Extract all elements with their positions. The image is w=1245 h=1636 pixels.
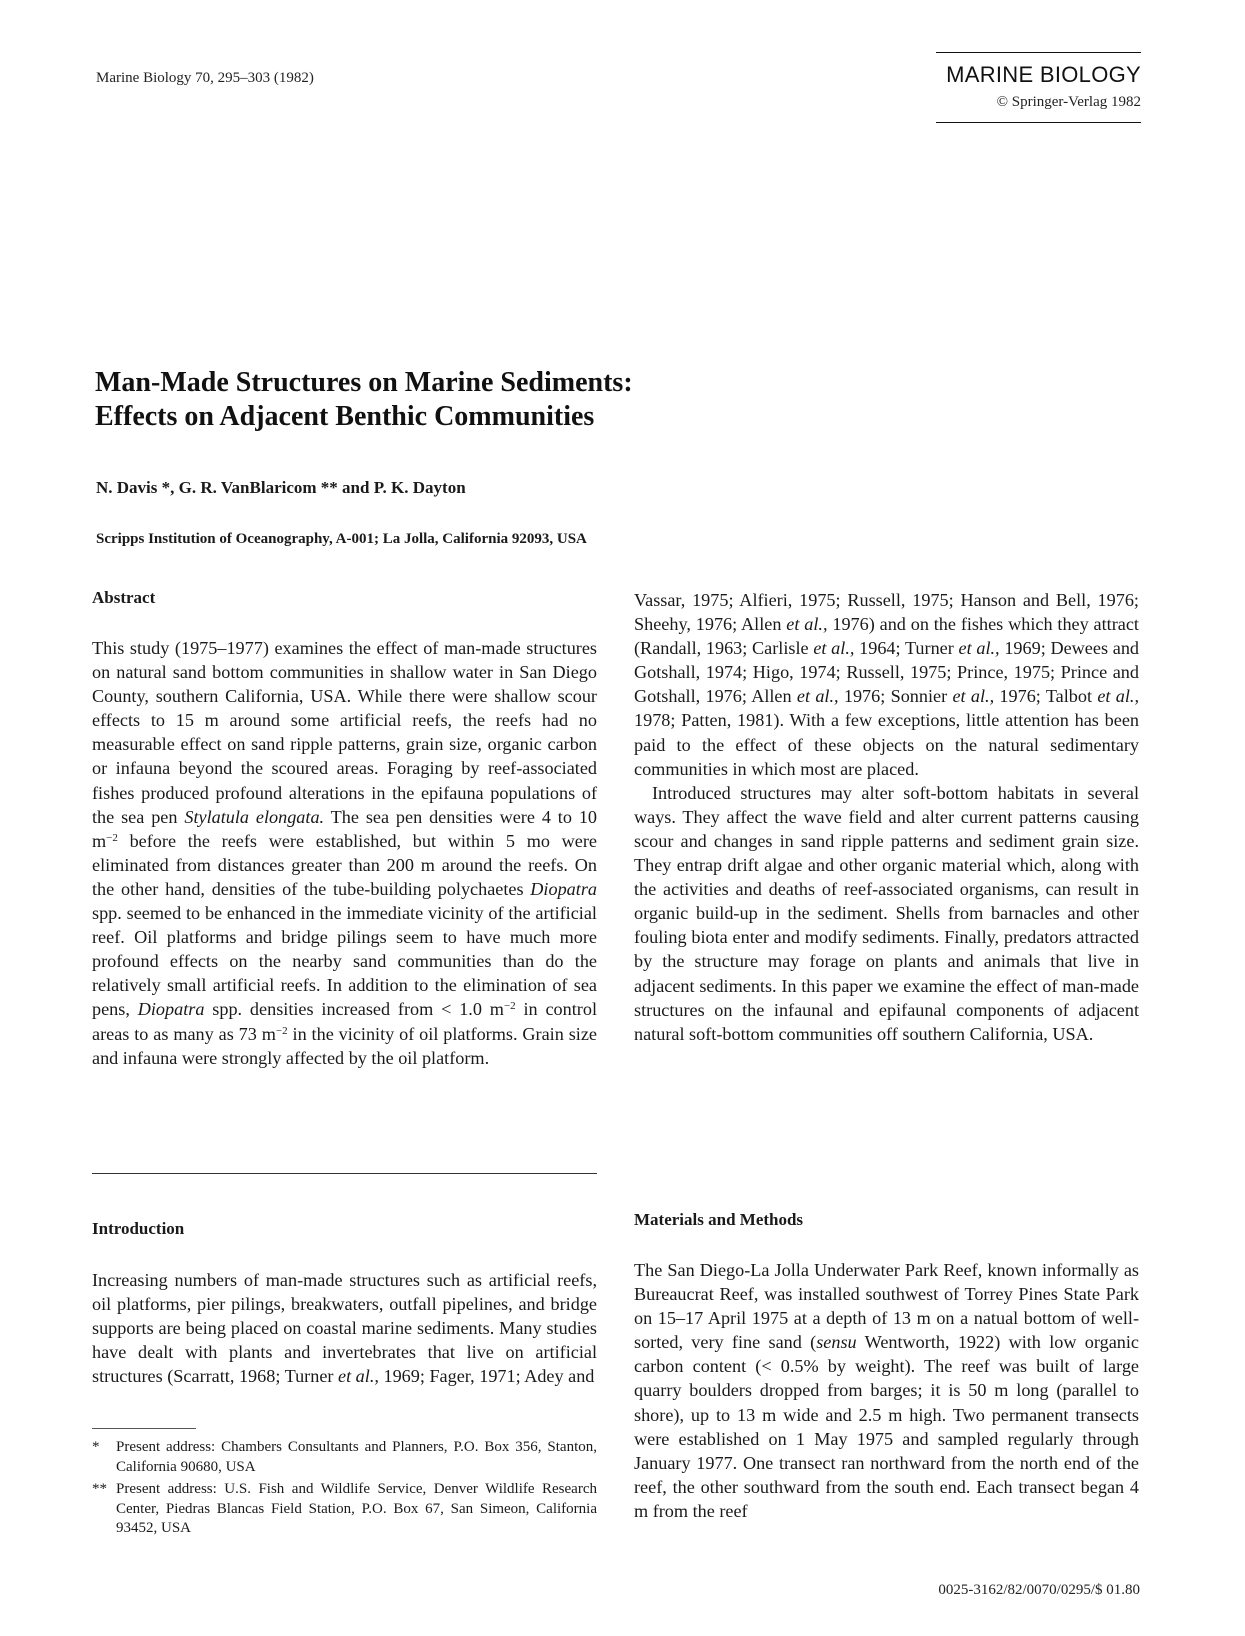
abstract-text-seg: before the reefs were established, but within 5 mo were eliminated from distances greater than 200 m around the reefs. On the other hand, densities of the tube-building polychaetes <box>92 830 597 899</box>
footnote-2 <box>92 1480 597 1539</box>
introduction-continued <box>634 588 1139 1046</box>
abstract-text-seg: This study (1975–1977) examines the effect of man-made structures on natural sand bottom communities in shallow water in San Diego County, southern California, USA. While there were shallow scour effects to 15 m around some artificial reefs, the reefs had no measurable effect on sand ripple patterns, grain size, organic carbon or infauna beyond the scoured areas. Foraging by reef-associated fishes produced profound alterations in the epifauna populations of the sea pen <box>92 638 597 827</box>
brand-top-rule <box>936 52 1141 53</box>
et-al: et al., <box>1097 686 1139 707</box>
superscript: −2 <box>503 1000 516 1013</box>
article-title-line-2: Effects on Adjacent Benthic Communities <box>95 401 595 432</box>
introduction-text-seg: 1969; Fager, 1971; Adey and <box>378 1366 595 1387</box>
et-al: et al., <box>796 686 839 707</box>
et-al: et al., <box>952 686 995 707</box>
text-seg: 1964; Turner <box>854 638 959 659</box>
journal-brand-block <box>936 62 1141 111</box>
methods-heading: Materials and Methods <box>634 1210 804 1229</box>
text-seg: 1976; Sonnier <box>838 686 953 707</box>
journal-copyright: © Springer-Verlag 1982 <box>996 94 1141 110</box>
abstract-text-seg: in the vicinity of oil platforms. Grain size and infauna were strongly affected by the oil platform. <box>92 1023 597 1068</box>
text-seg: 1976; Talbot <box>994 686 1098 707</box>
journal-reference: Marine Biology 70, 295–303 (1982) <box>96 70 314 86</box>
superscript: −2 <box>275 1024 288 1037</box>
journal-brand-title: MARINE BIOLOGY <box>946 62 1141 87</box>
introduction-continued-p1 <box>634 588 1139 781</box>
methods-text-seg: Wentworth, 1922) with low organic carbon content (< 0.5% by weight). The reef was built of large quarry boulders dropped from barges; it is 50 m long (parallel to shore), up to 13 m wide and 2.5 m high. Two permanent transects were established on 1 May 1975 and sampled regularly through January 1977. One transect ran northward from the north end of the reef, the other southward from the south end. Each transect began 4 m from the reef <box>634 1332 1140 1521</box>
species-name: Diopatra <box>137 999 205 1020</box>
methods-body <box>634 1258 1139 1523</box>
introduction-body <box>92 1268 597 1388</box>
methods-text <box>634 1258 1139 1523</box>
footnote-mark: * <box>92 1439 100 1455</box>
article-authors: N. Davis *, G. R. VanBlaricom ** and P. K. Dayton <box>96 478 466 497</box>
et-al: et al., <box>813 638 855 659</box>
superscript: −2 <box>106 831 118 844</box>
introduction-heading: Introduction <box>92 1219 185 1238</box>
footnote-text: Present address: U.S. Fish and Wildlife Service, Denver Wildlife Research Center, Piedras Blancas Field Station, P.O. Box 67, San Simeon, California 93452, USA <box>116 1481 597 1536</box>
introduction-text <box>92 1268 597 1388</box>
introduction-section <box>92 1219 597 1239</box>
abstract-text <box>92 636 597 1070</box>
abstract-text-seg: spp. densities increased from < 1.0 m <box>204 999 504 1020</box>
introduction-continued-p2: Introduced structures may alter soft-bottom habitats in several ways. They affect the wave field and alter current patterns causing scour and changes in sand ripple patterns and sediment grain size. They entrap drift algae and other organic material which, along with the activities and deaths of reef-associated organisms, can result in organic build-up in the sediment. Shells from barnacles and other fouling biota enter and modify sediments. Finally, predators attracted by the structure may forage on plants and animals that live in adjacent sediments. In this paper we examine the effect of man-made structures on the infaunal and epifaunal components of adjacent natural soft-bottom communities off southern California, USA. <box>634 782 1139 1044</box>
issn-code: 0025-3162/82/0070/0295/$ 01.80 <box>938 1582 1140 1598</box>
et-al: et al., <box>958 638 1000 659</box>
brand-bottom-rule <box>936 122 1141 123</box>
methods-section <box>634 1210 1139 1230</box>
et-al: et al., <box>338 1366 379 1387</box>
abstract-body <box>92 636 597 1070</box>
text-seg: 1969; Dewees and Gotshall, 1974; Higo, 1974; Russell, 1975; Prince, 1975; Prince and Gotshall, 1976; Allen <box>634 638 1140 707</box>
article-affiliation: Scripps Institution of Oceanography, A-001; La Jolla, California 92093, USA <box>96 531 587 547</box>
abstract-divider <box>92 1173 597 1174</box>
article-title <box>95 366 633 434</box>
species-name: Stylatula elongata. <box>184 806 325 827</box>
introduction-text-seg: Increasing numbers of man-made structures such as artificial reefs, oil platforms, pier pilings, breakwaters, outfall pipelines, and bridge supports are being placed on coastal marine sediments. Many studies have dealt with plants and invertebrates that live on artificial structures (Scarratt, 1968; Turner <box>92 1270 597 1387</box>
abstract-heading: Abstract <box>92 588 156 607</box>
text-seg: Vassar, 1975; Alfieri, 1975; Russell, 1975; Hanson and Bell, 1976; Sheehy, 1976; Allen <box>634 590 1139 635</box>
methods-text-seg: The San Diego-La Jolla Underwater Park Reef, known informally as Bureaucrat Reef, was installed southwest of Torrey Pines State Park on 15–17 April 1975 at a depth of 13 m on a natual bottom of well-sorted, very fine sand ( <box>634 1260 1139 1353</box>
et-al: et al., <box>786 614 828 635</box>
footnote-rule <box>92 1428 196 1429</box>
latin-term: sensu <box>816 1332 857 1353</box>
footnotes <box>92 1438 597 1539</box>
abstract-text-seg: spp. seemed to be enhanced in the immediate vicinity of the artificial reef. Oil platforms and bridge pilings seem to have much more profound effects on the nearby sand communities than do the relatively small artificial reefs. In addition to the elimination of sea pens, <box>92 903 597 1020</box>
text-seg: 1978; Patten, 1981). With a few exceptions, little attention has been paid to the effect of these objects on the natural sedimentary communities in which most are placed. <box>634 710 1139 779</box>
footnote-text: Present address: Chambers Consultants and Planners, P.O. Box 356, Stanton, California 90680, USA <box>116 1439 597 1475</box>
text-seg: 1976) and on the fishes which they attract (Randall, 1963; Carlisle <box>634 614 1139 659</box>
species-name: Diopatra <box>530 878 597 899</box>
abstract-text-seg: The sea pen densities were 4 to 10 m <box>92 806 598 851</box>
footnote-1 <box>92 1438 597 1477</box>
abstract-text-seg: in control areas to as many as 73 m <box>92 999 597 1044</box>
abstract-section <box>92 588 597 608</box>
footnote-mark: ** <box>92 1481 107 1497</box>
article-title-line-1: Man-Made Structures on Marine Sediments: <box>95 367 633 398</box>
